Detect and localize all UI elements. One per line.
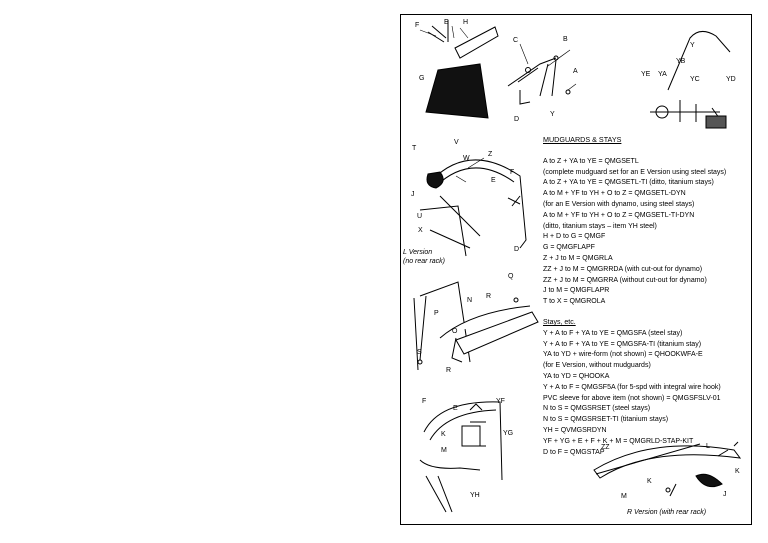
part-line: A to M + YF to YH + O to Z = QMGSETL-DYN: [543, 190, 686, 198]
part-line: Y + A to F + YA to YE = QMGSFA (steel stay): [543, 329, 683, 337]
part-line: D to F = QMGSTAP: [543, 448, 605, 456]
label-D: D: [514, 116, 520, 123]
label-M: M: [441, 447, 447, 454]
part-line: (ditto, titanium stays – item YH steel): [543, 222, 657, 230]
label-F: F: [415, 22, 420, 29]
label-R-lower: R: [446, 367, 452, 374]
part-line: Y + A to F = QMGSF5A (for 5-spd with integral wire hook): [543, 383, 721, 391]
label-M-rear: M: [621, 493, 627, 500]
label-V: V: [454, 139, 459, 146]
label-Z: Z: [488, 151, 493, 158]
label-YD: YD: [726, 76, 736, 83]
part-line: Y + A to F + YA to YE = QMGSFA-TI (titanium stay): [543, 340, 702, 348]
caption-l-version: L Version: [403, 249, 433, 256]
label-J-rear: J: [723, 491, 727, 498]
label-L: L: [706, 443, 710, 450]
label-K-rear: K: [735, 468, 740, 475]
label-K: K: [441, 431, 446, 438]
mudguards-heading: MUDGUARDS & STAYS: [543, 135, 622, 144]
label-Q: Q: [508, 273, 514, 280]
label-U: U: [417, 213, 423, 220]
label-F-front: F: [422, 398, 427, 405]
part-line: N to S = QMGSRSET-TI (titanium stays): [543, 416, 669, 424]
label-YF: YF: [496, 398, 505, 405]
part-line: A to Z + YA to YE = QMGSETL: [543, 157, 639, 165]
label-G: G: [419, 75, 425, 82]
part-line: (for an E Version with dynamo, using steel stays): [543, 200, 695, 208]
part-line: J to M = QMGFLAPR: [543, 287, 610, 295]
stays-heading: Stays, etc.: [543, 318, 576, 326]
label-N: N: [467, 297, 473, 304]
label-J: J: [411, 191, 415, 198]
label-YE: YE: [641, 71, 651, 78]
part-line: PVC sleeve for above item (not shown) = QMGSFSLV-01: [543, 394, 721, 402]
label-E-rear: E: [491, 177, 496, 184]
label-B: B: [563, 36, 568, 43]
label-YA: YA: [658, 71, 667, 78]
label-K-mid: K: [647, 478, 652, 485]
part-line: ZZ + J to M = QMGRRA (without cut-out for dynamo): [543, 276, 707, 284]
label-ZZ: ZZ: [601, 444, 610, 451]
label-YB: YB: [676, 58, 686, 65]
part-line: (complete mudguard set for an E Version using steel stays): [543, 168, 727, 176]
part-line: YA to YD + wire-form (not shown) = QHOOKWFA-E: [543, 351, 703, 359]
part-line: G = QMGFLAPF: [543, 244, 595, 252]
part-line: YH = QVMGSRDYN: [543, 426, 607, 434]
label-Y: Y: [550, 111, 555, 118]
label-E-front: E: [453, 405, 458, 412]
label-F-rear: F: [510, 169, 515, 176]
part-line: YF + YG + E + F + K + M = QMGRLD-STAP-KIT: [543, 437, 694, 445]
label-R: R: [486, 293, 492, 300]
caption-l-version-sub: (no rear rack): [403, 258, 446, 265]
label-YH: YH: [470, 492, 480, 499]
part-line: Z + J to M = QMGRLA: [543, 254, 613, 262]
label-E: E: [444, 19, 449, 26]
label-YG: YG: [503, 430, 514, 437]
part-line: A to M + YF to YH + O to Z = QMGSETL-TI-DYN: [543, 211, 695, 219]
part-line: T to X = QMGROLA: [543, 298, 606, 306]
label-A: A: [573, 68, 578, 75]
label-Y-stay: Y: [690, 42, 695, 49]
part-line: (for E Version, without mudguards): [543, 362, 651, 370]
label-W: W: [463, 155, 470, 162]
label-YC: YC: [690, 76, 700, 83]
mudguard-lines: [543, 157, 748, 308]
label-T: T: [412, 145, 417, 152]
label-S: S: [417, 349, 422, 356]
part-line: ZZ + J to M = QMGRRDA (with cut-out for dynamo): [543, 265, 703, 273]
parts-list: [543, 135, 748, 458]
label-C: C: [513, 37, 519, 44]
label-H: H: [463, 19, 469, 26]
label-D-rear: D: [514, 246, 520, 253]
part-line: A to Z + YA to YE = QMGSETL-TI (ditto, titanium stays): [543, 179, 714, 187]
part-line: H + D to G = QMGF: [543, 233, 606, 241]
part-line: YA to YD = QHOOKA: [543, 372, 610, 380]
label-X: X: [418, 227, 423, 234]
front-mudguard-fragment: [455, 27, 498, 58]
part-line: N to S = QMGSRSET (steel stays): [543, 405, 651, 413]
front-flap: [426, 64, 488, 118]
stays-lines: [543, 329, 748, 459]
caption-r-version: R Version (with rear rack): [627, 509, 707, 516]
label-O: O: [452, 328, 458, 335]
label-P: P: [434, 310, 439, 317]
